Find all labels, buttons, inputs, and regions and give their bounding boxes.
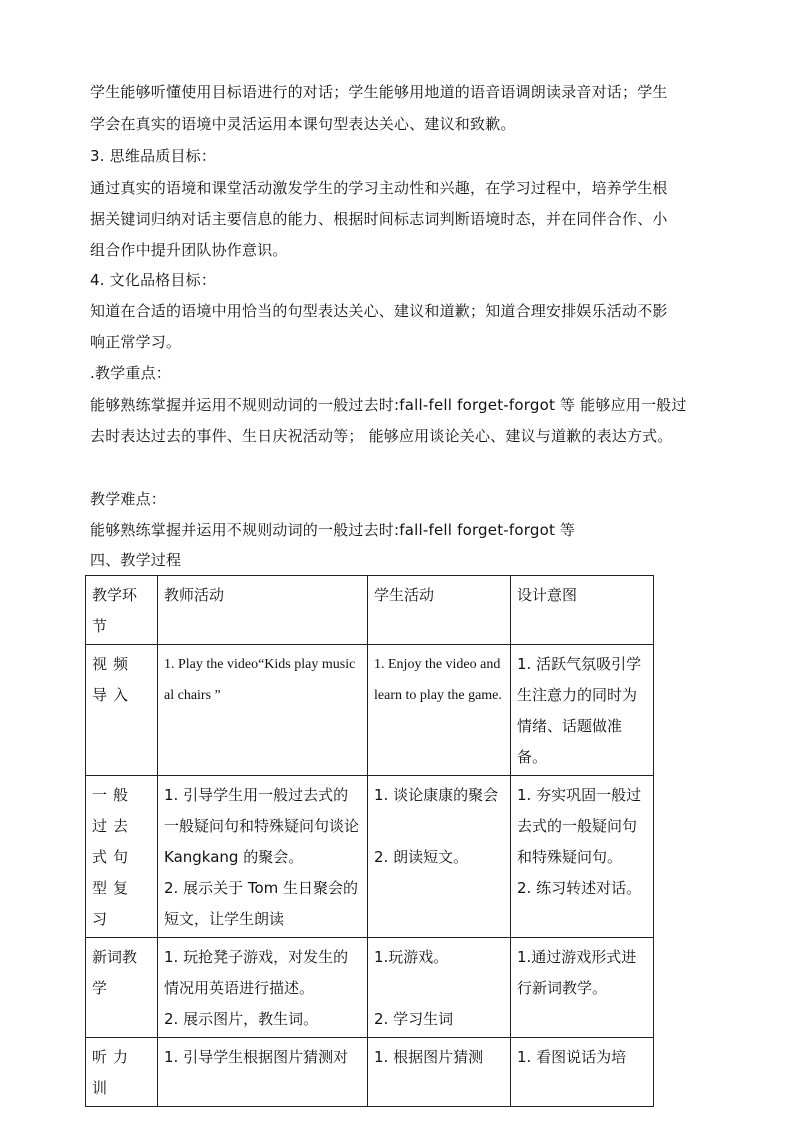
teacher-activity-cell bbox=[158, 776, 368, 938]
design-intent-cell bbox=[511, 1038, 654, 1107]
design-intent-text: 1. 夯实巩固一般过去式的一般疑问句和特殊疑问句。 bbox=[517, 786, 642, 866]
header-cell-stage: 教学环节 bbox=[86, 576, 158, 645]
difficulties-line: 能够熟练掌握并运用不规则动词的一般过去时:fall-fell forget-forgot 等 bbox=[90, 521, 576, 539]
stage-cell: 听力训 bbox=[86, 1038, 158, 1107]
objective-paragraph-line: 学会在真实的语境中灵活运用本课句型表达关心、建议和致歉。 bbox=[90, 115, 516, 133]
key-points-line: 去时表达过去的事件、生日庆祝活动等； 能够应用谈论关心、建议与道歉的表达方式。 bbox=[90, 427, 673, 445]
header-cell-student: 学生活动 bbox=[368, 576, 511, 645]
design-intent-cell bbox=[511, 645, 654, 776]
teacher-activity-text: 1. Play the video“Kids play musical chairs ” bbox=[164, 657, 356, 703]
cell-spacer bbox=[374, 973, 504, 1004]
cultural-character-line: 响正常学习。 bbox=[90, 333, 182, 351]
stage-cell: 新词教学 bbox=[86, 938, 158, 1038]
design-intent-cell bbox=[511, 938, 654, 1038]
thinking-quality-line: 组合作中提升团队协作意识。 bbox=[90, 241, 288, 259]
table-row bbox=[86, 776, 654, 938]
student-activity-text: 1. Enjoy the video and learn to play the game. bbox=[374, 657, 502, 703]
student-activity-text: 2. 朗读短文。 bbox=[374, 848, 469, 866]
student-activity-cell bbox=[368, 938, 511, 1038]
thinking-quality-line: 通过真实的语境和课堂活动激发学生的学习主动性和兴趣，在学习过程中，培养学生根 bbox=[90, 179, 668, 197]
cultural-character-heading: 4. 文化品格目标： bbox=[90, 271, 217, 289]
teacher-activity-cell bbox=[158, 938, 368, 1038]
header-cell-teacher: 教师活动 bbox=[158, 576, 368, 645]
student-activity-cell bbox=[368, 1038, 511, 1107]
teacher-activity-text: 2. 展示关于 Tom 生日聚会的短文，让学生朗读 bbox=[164, 879, 359, 928]
teacher-activity-text: 1. 引导学生根据图片猜测对 bbox=[164, 1048, 349, 1066]
stage-cell: 视频导入 bbox=[86, 645, 158, 776]
student-activity-cell bbox=[368, 645, 511, 776]
design-intent-text: 1. 看图说话为培 bbox=[517, 1048, 627, 1066]
student-activity-text: 1. 谈论康康的聚会 bbox=[374, 786, 499, 804]
objective-paragraph-line: 学生能够听懂使用目标语进行的对话；学生能够用地道的语音语调朗读录音对话；学生 bbox=[90, 83, 668, 101]
header-cell-intent: 设计意图 bbox=[511, 576, 654, 645]
key-points-line: 能够熟练掌握并运用不规则动词的一般过去时:fall-fell forget-forgot 等 能够应用一般过 bbox=[90, 396, 687, 414]
difficulties-heading: 教学难点： bbox=[90, 490, 167, 508]
cell-spacer bbox=[374, 811, 504, 842]
design-intent-cell bbox=[511, 776, 654, 938]
stage-cell: 一般过去式句型复习 bbox=[86, 776, 158, 938]
teacher-activity-cell bbox=[158, 645, 368, 776]
teaching-process-heading: 四、教学过程 bbox=[90, 551, 182, 569]
student-activity-cell bbox=[368, 776, 511, 938]
teacher-activity-cell bbox=[158, 1038, 368, 1107]
teaching-process-table bbox=[85, 575, 654, 1107]
design-intent-text: 1.通过游戏形式进行新词教学。 bbox=[517, 948, 637, 997]
teacher-activity-text: 1. 引导学生用一般过去式的一般疑问句和特殊疑问句谈论 Kangkang 的聚会。 bbox=[164, 786, 360, 866]
design-intent-text: 2. 练习转述对话。 bbox=[517, 879, 642, 897]
table-row bbox=[86, 1038, 654, 1107]
student-activity-text: 2. 学习生词 bbox=[374, 1010, 454, 1028]
cultural-character-line: 知道在合适的语境中用恰当的句型表达关心、建议和道歉；知道合理安排娱乐活动不影 bbox=[90, 302, 668, 320]
student-activity-text: 1.玩游戏。 bbox=[374, 948, 449, 966]
teacher-activity-text: 2. 展示图片，教生词。 bbox=[164, 1010, 319, 1028]
teacher-activity-text: 1. 玩抢凳子游戏，对发生的情况用英语进行描述。 bbox=[164, 948, 349, 997]
design-intent-text: 1. 活跃气氛吸引学生注意力的同时为情绪、话题做准备。 bbox=[517, 655, 642, 766]
table-row bbox=[86, 938, 654, 1038]
table-row bbox=[86, 645, 654, 776]
thinking-quality-heading: 3. 思维品质目标： bbox=[90, 147, 217, 165]
key-points-heading: .教学重点： bbox=[90, 364, 171, 382]
thinking-quality-line: 据关键词归纳对话主要信息的能力、根据时间标志词判断语境时态，并在同伴合作、小 bbox=[90, 210, 668, 228]
table-header-row bbox=[86, 576, 654, 645]
student-activity-text: 1. 根据图片猜测 bbox=[374, 1048, 484, 1066]
